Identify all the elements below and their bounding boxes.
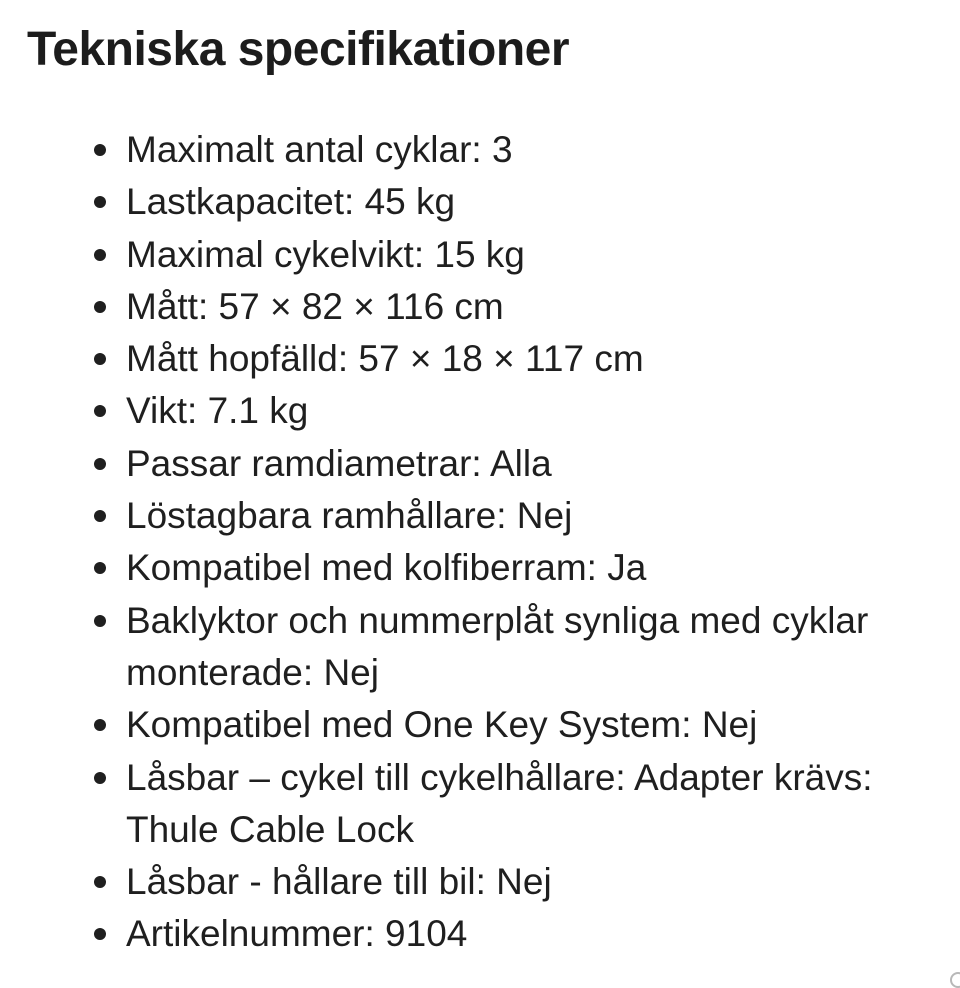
corner-circle-icon (950, 972, 960, 988)
bullet-icon (94, 196, 106, 208)
spec-text: Vikt: 7.1 kg (126, 390, 309, 432)
bullet-icon (94, 510, 106, 522)
bullet-icon (94, 562, 106, 574)
spec-text: Baklyktor och nummerplåt synliga med cyklar monterade: Nej (126, 599, 869, 693)
spec-text: Löstagbara ramhållare: Nej (126, 495, 573, 537)
spec-item-max-bikes (0, 124, 960, 176)
bullet-icon (94, 301, 106, 313)
spec-text: Mått: 57 × 82 × 116 cm (126, 285, 504, 327)
spec-text: Maximalt antal cyklar: 3 (126, 129, 513, 170)
bullet-icon (94, 615, 106, 627)
spec-text: Låsbar – cykel till cykelhållare: Adapter krävs: Thule Cable Lock (126, 756, 873, 850)
bullet-icon (94, 353, 106, 365)
bullet-icon (94, 405, 106, 417)
bullet-icon (94, 719, 106, 731)
spec-text: Artikelnummer: 9104 (126, 913, 468, 955)
spec-item-load-capacity (0, 176, 960, 228)
spec-item-one-key-system (0, 699, 960, 751)
spec-item-frame-diameters (0, 438, 960, 490)
spec-item-dimensions (0, 281, 960, 333)
spec-item-max-bike-weight (0, 229, 960, 281)
spec-item-removable-frame-holders (0, 490, 960, 542)
spec-item-folded-dimensions (0, 333, 960, 385)
spec-list (0, 124, 960, 961)
spec-text: Kompatibel med kolfiberram: Ja (126, 547, 647, 589)
spec-text: Kompatibel med One Key System: Nej (126, 704, 758, 746)
spec-text: Mått hopfälld: 57 × 18 × 117 cm (126, 338, 644, 380)
bullet-icon (94, 458, 106, 470)
bullet-icon (94, 249, 106, 261)
spec-item-weight (0, 385, 960, 437)
bullet-icon (94, 144, 106, 156)
spec-text: Lastkapacitet: 45 kg (126, 181, 456, 223)
spec-item-carbon-frame (0, 542, 960, 594)
bullet-icon (94, 772, 106, 784)
spec-text: Låsbar - hållare till bil: Nej (126, 861, 552, 903)
page-title: Tekniska specifikationer (27, 23, 570, 76)
spec-item-article-number (0, 908, 960, 960)
bullet-icon (94, 876, 106, 888)
spec-item-lockable-car (0, 856, 960, 908)
bullet-icon (94, 928, 106, 940)
spec-item-lights-visible (0, 595, 960, 700)
spec-text: Maximal cykelvikt: 15 kg (126, 233, 525, 275)
spec-text: Passar ramdiametrar: Alla (126, 442, 552, 484)
spec-item-lockable-bike (0, 752, 960, 857)
